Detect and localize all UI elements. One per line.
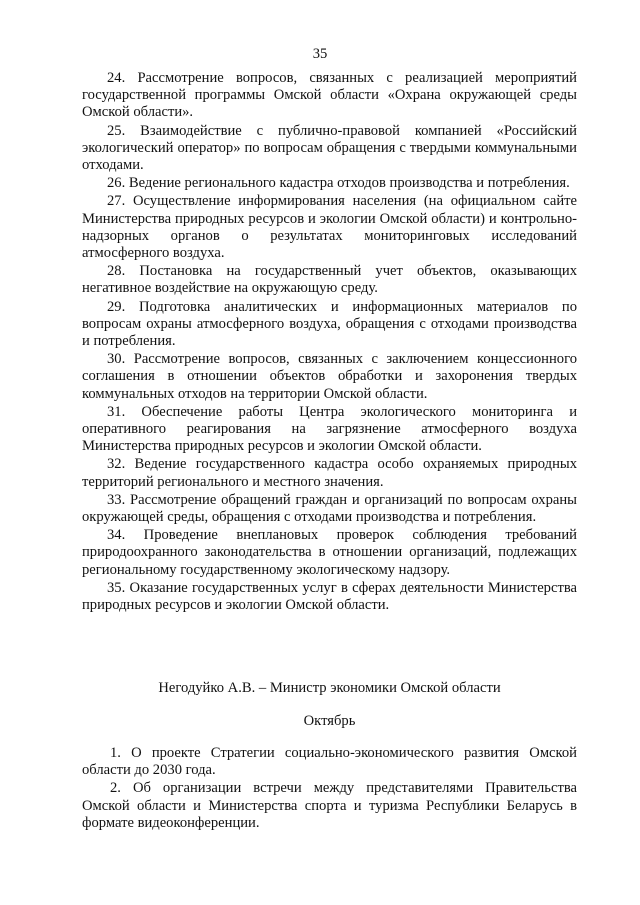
list-item: 29. Подготовка аналитических и информационных материалов по вопросам охраны атмосферного воздуха, обращения с отходами производства и потребления. [82,298,577,350]
month-heading: Октябрь [303,713,356,729]
list-item: 31. Обеспечение работы Центра экологического мониторинга и оперативного реагирования на загрязнение атмосферного воздуха Министерства природных ресурсов и экологии Омской области. [82,403,577,455]
list-item: 34. Проведение внеплановых проверок соблюдения требований природоохранного законодательства в отношении организаций, подлежащих региональному государственному экологическому надзору. [82,527,577,578]
list-item: 1. О проекте Стратегии социально-экономического развития Омской области до 2030 года. [82,745,577,779]
list-item: 28. Постановка на государственный учет объектов, оказывающих негативное воздействие на окружающую среду. [82,263,577,297]
list-item: 25. Взаимодействие с публично-правовой компанией «Российский экологический оператор» по вопросам обращения с твердыми коммунальными отходами. [82,122,577,174]
list-item: 26. Ведение регионального кадастра отходов производства и потребления. [107,175,570,192]
list-item: 33. Рассмотрение обращений граждан и организаций по вопросам охраны окружающей среды, обращения с отходами производства и потребления. [82,491,577,526]
list-item: 27. Осуществление информирования населения (на официальном сайте Министерства природных ресурсов и экологии Омской области) и контрольно-надзорных органов о результатах мониторинговых исследований атмосферного воздуха. [82,193,577,262]
page-number: 35 [312,46,328,62]
october-list [82,745,577,833]
list-item: 32. Ведение государственного кадастра особо охраняемых природных территорий регионального и местного значения. [82,456,577,490]
list-item: 2. Об организации встречи между представителями Правительства Омской области и Министерства спорта и туризма Республики Беларусь в формате видеоконференции. [82,780,577,831]
task-list [82,70,577,615]
minister-heading: Негодуйко А.В. – Министр экономики Омской области [158,680,501,696]
list-item: 35. Оказание государственных услуг в сферах деятельности Министерства природных ресурсов и экологии Омской области. [82,579,577,614]
list-item: 24. Рассмотрение вопросов, связанных с реализацией мероприятий государственной программы Омской области «Охрана окружающей среды Омской области». [82,70,577,121]
list-item: 30. Рассмотрение вопросов, связанных с заключением концессионного соглашения в отношении объектов обработки и захоронения твердых коммунальных отходов на территории Омской области. [82,351,577,402]
